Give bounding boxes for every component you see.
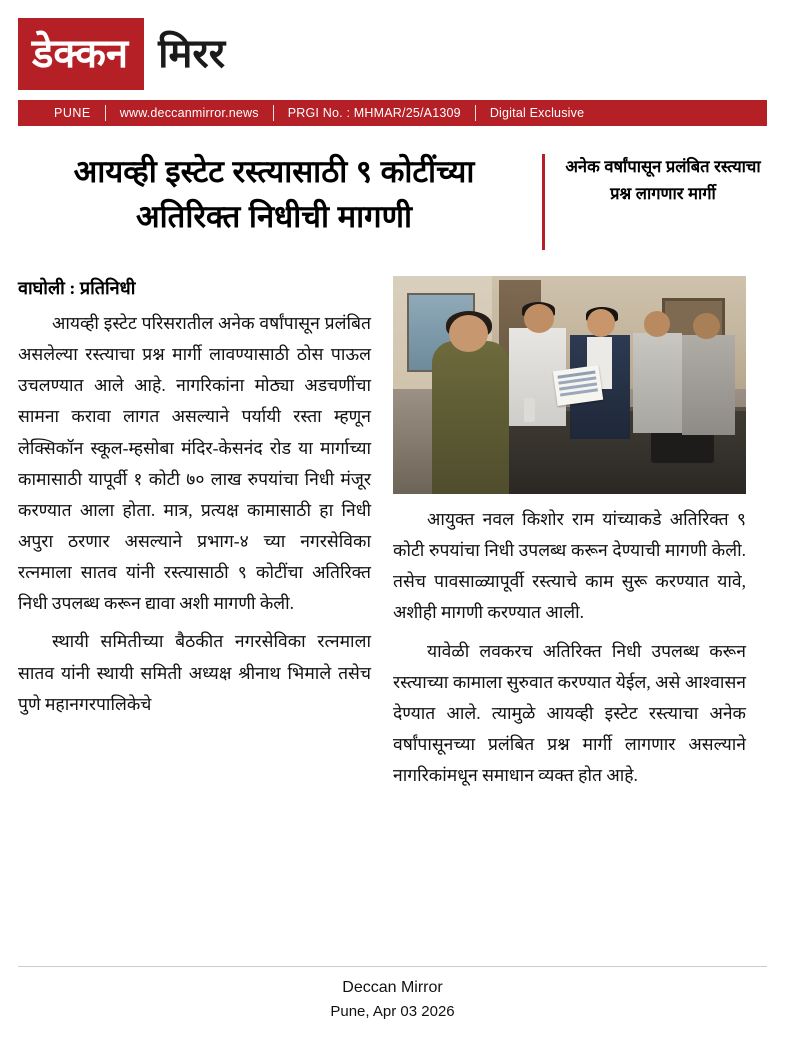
- headline-zone: [18, 150, 767, 254]
- photo-document-lines: [557, 370, 596, 378]
- paragraph: आयुक्त नवल किशोर राम यांच्याकडे अतिरिक्त ९ कोटी रुपयांचा निधी उपलब्ध करून देण्याची मागणी केली. तसेच पावसाळ्यापूर्वी रस्त्याचे काम सुरू करण्यात यावे, अशीही मागणी करण्यात आली.: [393, 509, 746, 623]
- info-prgi-number: PRGI No. : MHMAR/25/A1309: [287, 106, 461, 120]
- photo-person-head: [693, 313, 719, 339]
- article-body: [18, 276, 767, 798]
- info-city: PUNE: [54, 106, 91, 120]
- headline-subhead: अनेक वर्षांपासून प्रलंबित रस्त्याचा प्रश्न लागणार मार्गी: [565, 158, 761, 203]
- masthead: [18, 18, 767, 90]
- page-footer: [0, 966, 785, 1020]
- footer-publication: Deccan Mirror: [342, 979, 443, 996]
- photo-person-body: [682, 335, 735, 435]
- article-photo: [393, 276, 746, 494]
- info-digital-exclusive: Digital Exclusive: [489, 106, 585, 120]
- byline: वाघोली : प्रतिनिधी: [18, 278, 136, 298]
- photo-person-head: [644, 311, 670, 337]
- photo-person-body: [633, 333, 682, 433]
- info-bar: [18, 100, 767, 126]
- newspaper-page: [0, 18, 785, 1042]
- photo-person-head: [524, 304, 554, 332]
- article-column-left: [18, 276, 371, 798]
- article-column-right: [393, 276, 746, 798]
- photo-water-bottle: [524, 398, 535, 422]
- headline-main: आयव्ही इस्टेट रस्त्यासाठी ९ कोटींच्या अतिरिक्त निधीची मागणी: [73, 154, 475, 234]
- photo-document: [553, 365, 603, 406]
- paragraph: यावेळी लवकरच अतिरिक्त निधी उपलब्ध करून रस्त्याच्या कामाला सुरुवात करण्यात येईल, असे आश्वासन देण्यात आले. त्यामुळे आयव्ही इस्टेट रस्त्याचा अनेक वर्षांपासूनच्या प्रलंबित प्रश्न मार्गी लागणार असल्याने नागरिकांमधून समाधान व्यक्त होत आहे.: [393, 640, 746, 786]
- masthead-title-rest: मिरर: [158, 32, 226, 76]
- photo-woman-body: [432, 341, 510, 494]
- headline-divider: [542, 154, 545, 250]
- footer-divider: [18, 966, 767, 967]
- masthead-logo: डेक्कन: [18, 18, 144, 90]
- footer-place-date: Pune, Apr 03 2026: [330, 1003, 455, 1020]
- paragraph: आयव्ही इस्टेट परिसरातील अनेक वर्षांपासून प्रलंबित असलेल्या रस्त्याचा प्रश्न मार्गी लावण्यासाठी ठोस पाऊल उचलण्यात आले आहे. नागरिकांना मोठ्या अडचणींचा सामना करावा लागत असल्याने पर्यायी रस्ता म्हणून लेक्सिकॉन स्कूल-म्हसोबा मंदिर-केसनंद रोड या मार्गाच्या कामासाठी यापूर्वी १ कोटी ७० लाख रुपयांचा निधी मंजूर करण्यात आला होता. मात्र, प्रत्यक्ष कामासाठी हा निधी अपुरा ठरणार असल्याने प्रभाग-४ च्या नगरसेविका रत्नमाला सातव यांनी रस्त्यासाठी ९ कोटींचा अतिरिक्त निधी उपलब्ध करून द्यावा अशी मागणी केली.: [18, 313, 371, 614]
- info-website[interactable]: www.deccanmirror.news: [119, 106, 259, 120]
- paragraph: स्थायी समितीच्या बैठकीत नगरसेविका रत्नमाला सातव यांनी स्थायी समिती अध्यक्ष श्रीनाथ भिमाले तसेच पुणे महानगरपालिकेचे: [18, 631, 371, 714]
